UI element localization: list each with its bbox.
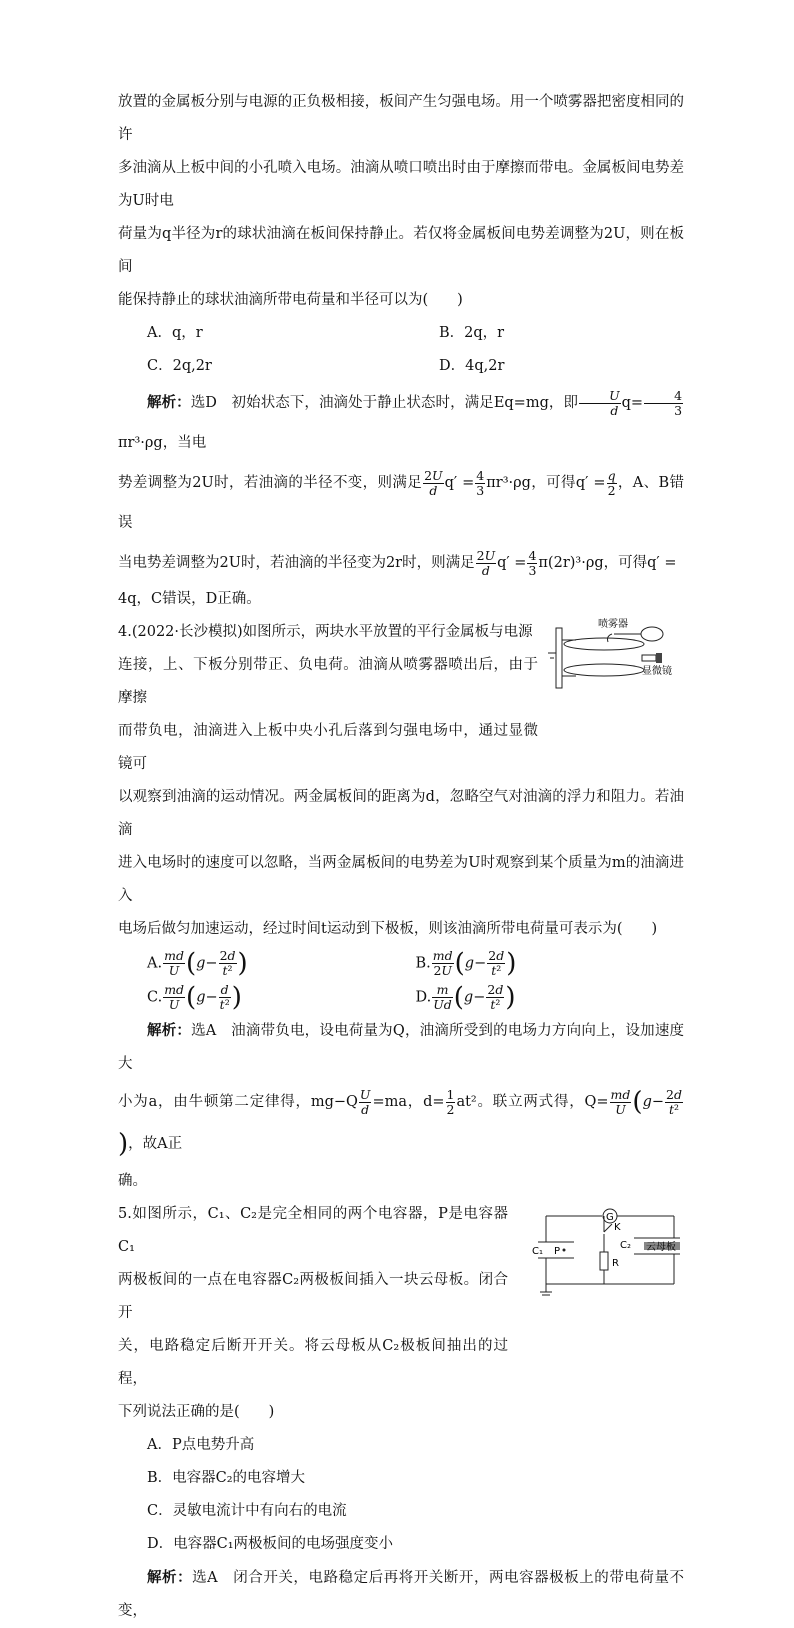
oil-drop-apparatus-figure [546,618,686,708]
galvanometer-label: G [606,1212,614,1223]
q4-analysis-line: 小为a，由牛顿第二定律得，mg−Q $\frac{U}{d}$ =ma，d= $\frac{1}{2}$ at²。联立两式得，Q= $\frac{md}{U}$ (g− $\frac{2d}{\text{t²}}$ )，故A正 [118,1086,682,1159]
q3-stem-line: 放置的金属板分别与电源的正负极相接，板间产生匀强电场。用一个喷雾器把密度相同的许 [118,94,684,143]
fraction-4-over-3: $\frac{4}{3}$ [644,389,683,418]
fraction-u-over-d: $\frac{U}{d}$ [579,389,621,418]
q5-option-c[interactable]: C．灵敏电流计中有向右的电流 [147,1503,347,1519]
q5-block [118,1198,684,1429]
q3-stem-line: 能保持静止的球状油滴所带电荷量和半径可以为( ) [118,292,463,308]
q4-option-a[interactable]: A. $\frac{md}{U}$ (g− $\frac{2d}{\text{t²}}$ ) [147,947,248,978]
q4-stem-line: 电场后做匀加速运动，经过时间t运动到下极板，则该油滴所带电荷量可表示为( ) [118,921,658,937]
q4-option-d[interactable]: D. $\frac{m}{Ud}$ (g− $\frac{2d}{\text{t²}}$ ) [415,981,516,1012]
q3-options-row [118,317,684,350]
point-p-label: P [554,1246,561,1257]
sprayer-label: 喷雾器 [598,619,628,630]
q4-block [118,616,684,781]
q5-analysis: 解析：选A 闭合开关，电路稳定后再将开关断开，两电容器极板上的带电荷量不变， [118,1569,685,1619]
q3-analysis-line: 4q，C错误，D正确。 [118,591,261,607]
fraction-4-over-3: $\frac{4}{3}$ [476,467,485,498]
q4-stem-line: 连接，上、下板分别带正、负电荷。油滴从喷雾器喷出后，由于摩擦 [118,657,538,706]
fraction-q-over-2: $\frac{q}{2}$ [607,467,616,498]
q4-analysis-line: 确。 [118,1173,147,1189]
q3-option-b[interactable]: B．2q，r [439,325,505,341]
fraction-2u-over-d: $\frac{2U}{d}$ [476,547,496,578]
q4-stem-line: 进入电场时的速度可以忽略，当两金属板间的电势差为U时观察到某个质量为m的油滴进入 [118,855,684,904]
q5-stem-line: 下列说法正确的是( ) [118,1404,275,1420]
microscope-label: 显微镜 [642,666,672,677]
q3-analysis-line: 当电势差调整为2U时，若油滴的半径变为2r时，则满足 $\frac{2U}{d}$ q′ = $\frac{4}{3}$ π(2r)³·ρg，可得q′ = [118,547,677,578]
q4-stem-line: 而带负电，油滴进入上板中央小孔后落到匀强电场中，通过显微镜可 [118,723,538,772]
q3-option-a[interactable]: A．q，r [147,325,203,341]
switch-k-label: K [614,1222,621,1233]
q3-option-c[interactable]: C．2q,2r [147,358,212,374]
q4-options-row [118,980,684,1014]
q5-option-d[interactable]: D．电容器C₁两极板间的电场强度变小 [147,1536,394,1552]
q3-stem-line: 多油滴从上板中间的小孔喷入电场。油滴从喷口喷出时由于摩擦而带电。金属板间电势差为U时电 [118,160,684,209]
q3-options-row [118,350,684,383]
capacitor-circuit-figure [534,1202,684,1302]
q5-stem-line: 两极板间的一点在电容器C₂两极板间插入一块云母板。闭合开 [118,1272,508,1321]
q4-option-b[interactable]: B. $\frac{md}{2U}$ (g− $\frac{2d}{\text{t²}}$ ) [415,947,517,978]
analysis-label: 解析： [147,1569,193,1586]
q3-analysis: 解析：选D 初始状态下，油滴处于静止状态时，满足Eq=mg，即 $\frac{U}{d}$ q= $\frac{4}{3}$ πr³·ρg，当电 [118,387,683,451]
page-content [118,86,684,1628]
q4-stem-line: 以观察到油滴的运动情况。两金属板间的距离为d，忽略空气对油滴的浮力和阻力。若油滴 [118,789,684,838]
q4-stem-line: 4.(2022·长沙模拟)如图所示，两块水平放置的平行金属板与电源 [118,624,533,640]
q4-options-row [118,946,684,980]
q3-analysis-line: 势差调整为2U时，若油滴的半径不变，则满足 $\frac{2U}{d}$ q′ = $\frac{4}{3}$ πr³·ρg，可得q′ = $\frac{q}{2}$ ，A、B错误 [118,467,684,531]
fraction-4-over-3: $\frac{4}{3}$ [528,547,537,578]
fraction-2u-over-d: $\frac{2U}{d}$ [424,467,443,498]
q4-analysis: 解析：选A 油滴带负电，设电荷量为Q，油滴所受到的电场力方向向上，设加速度大 [118,1022,685,1072]
q3-stem-line: 荷量为q半径为r的球状油滴在板间保持静止。若仅将金属板间电势差调整为2U，则在板间 [118,226,684,275]
analysis-label: 解析： [147,394,191,411]
c2-label: C₂ [620,1240,631,1251]
q3-option-d[interactable]: D．4q,2r [439,358,505,374]
q5-option-b[interactable]: B．电容器C₂的电容增大 [147,1470,306,1486]
mica-plate-label: 云母板 [646,1242,676,1253]
c1-label: C₁ [532,1246,543,1257]
q5-stem-line: 5.如图所示，C₁、C₂是完全相同的两个电容器，P是电容器C₁ [118,1206,508,1255]
analysis-label: 解析： [147,1022,192,1039]
q5-option-a[interactable]: A．P点电势升高 [147,1437,255,1453]
resistor-r-label: R [612,1258,619,1269]
q5-stem-line: 关，电路稳定后断开开关。将云母板从C₂极板间抽出的过程， [118,1338,508,1387]
q4-option-c[interactable]: C. $\frac{md}{U}$ (g− $\frac{d}{\text{t²}}$ ) [147,981,242,1012]
